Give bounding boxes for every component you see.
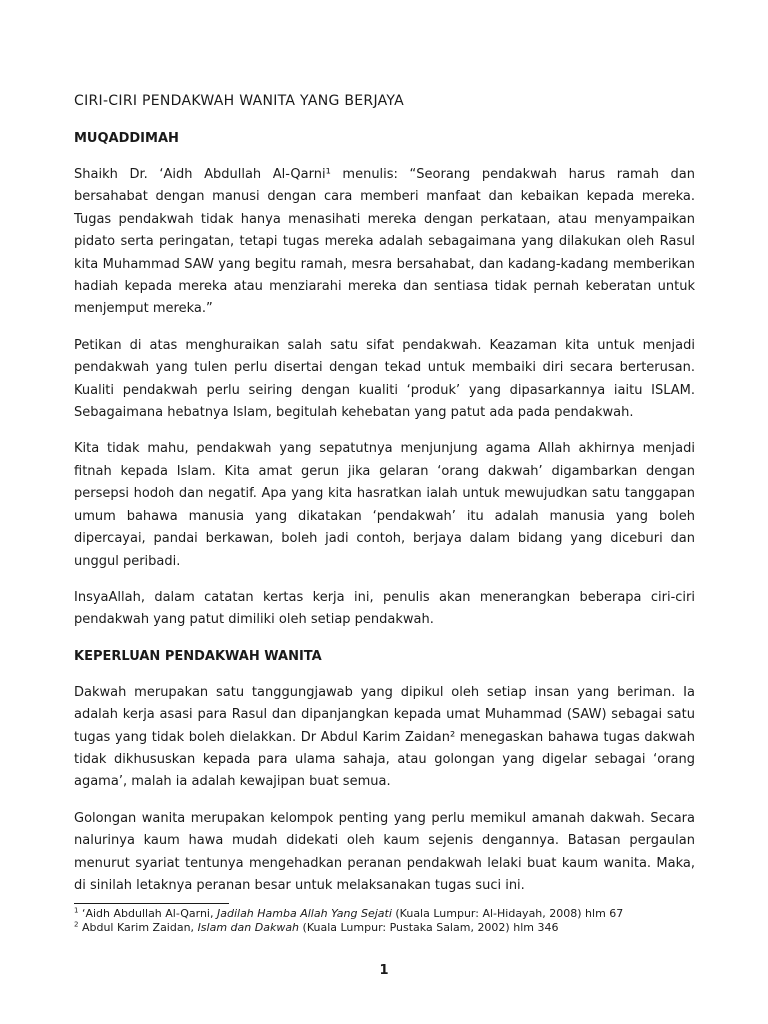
footnote-mark: 1 bbox=[74, 906, 79, 915]
footnote-text: ‘Aidh Abdullah Al-Qarni, bbox=[78, 907, 217, 920]
footnote-2 bbox=[74, 921, 704, 935]
footnote-book-title: Islam dan Dakwah bbox=[197, 921, 300, 934]
document-title: CIRI-CIRI PENDAKWAH WANITA YANG BERJAYA bbox=[74, 93, 405, 109]
section-heading-muqaddimah: MUQADDIMAH bbox=[74, 131, 179, 146]
paragraph: InsyaAllah, dalam catatan kertas kerja ini, penulis akan menerangkan beberapa ciri-ciri pendakwah yang patut dimiliki oleh setiap pendakwah. bbox=[74, 589, 695, 628]
footnote-publication: (Kuala Lumpur: Al-Hidayah, 2008) hlm 67 bbox=[391, 907, 624, 920]
paragraph: Shaikh Dr. ‘Aidh Abdullah Al-Qarni¹ menulis: “Seorang pendakwah harus ramah dan bersahabat dengan manusi dengan cara memberi manfaat dan kebaikan kepada mereka. Tugas pendakwah tidak hanya menasihati mereka dengan perkataan, atau menyampaikan pidato serta peringatan, tetapi tugas mereka adalah sebagaimana yang dilakukan oleh Rasul kita Muhammad SAW yang begitu ramah, mesra bersahabat, dan kadang-kadang memberikan hadiah kepada mereka atau menziarahi mereka dan sentiasa tidak pernah keberatan untuk menjemput mereka.” bbox=[74, 167, 695, 317]
footnote-text: Abdul Karim Zaidan, bbox=[78, 921, 198, 934]
page-number: 1 bbox=[379, 963, 389, 978]
paragraph: Golongan wanita merupakan kelompok penting yang perlu memikul amanah dakwah. Secara nalurinya kaum hawa mudah didekati oleh kaum sejenis dengannya. Batasan pergaulan menurut syariat tentunya mengehadkan peranan pendakwah lelaki buat kaum wanita. Maka, di sinilah letaknya peranan besar untuk melaksanakan tugas suci ini. bbox=[74, 810, 695, 893]
footnote-mark: 2 bbox=[74, 920, 79, 929]
document-body bbox=[74, 88, 695, 911]
footnote-separator bbox=[74, 903, 229, 904]
footnote-book-title: Jadilah Hamba Allah Yang Sejati bbox=[216, 907, 392, 920]
footnote-1 bbox=[74, 907, 704, 921]
footnotes bbox=[74, 907, 704, 935]
section-heading-keperluan: KEPERLUAN PENDAKWAH WANITA bbox=[74, 648, 322, 664]
footnote-publication: (Kuala Lumpur: Pustaka Salam, 2002) hlm 346 bbox=[299, 921, 559, 934]
paragraph: Kita tidak mahu, pendakwah yang sepatutnya menjunjung agama Allah akhirnya menjadi fitnah kepada Islam. Kita amat gerun jika gelaran ‘orang dakwah’ digambarkan dengan persepsi hodoh dan negatif. Apa yang kita hasratkan ialah untuk mewujudkan satu tanggapan umum bahawa manusia yang dikatakan ‘pendakwah’ itu adalah manusia yang boleh dipercayai, pandai berkawan, boleh jadi contoh, berjaya dalam bidang yang diceburi dan unggul peribadi. bbox=[74, 441, 695, 569]
paragraph: Dakwah merupakan satu tanggungjawab yang dipikul oleh setiap insan yang beriman. Ia adalah kerja asasi para Rasul dan dipanjangkan kepada umat Muhammad (SAW) sebagai satu tugas yang tidak boleh dielakkan. Dr Abdul Karim Zaidan² menegaskan bahawa tugas dakwah tidak dikhususkan kepada para ulama sahaja, atau golongan yang digelar sebagai ‘orang agama’, malah ia adalah kewajipan buat semua. bbox=[74, 684, 695, 790]
paragraph: Petikan di atas menghuraikan salah satu sifat pendakwah. Keazaman kita untuk menjadi pendakwah yang tulen perlu disertai dengan tekad untuk membaiki diri secara berterusan. Kualiti pendakwah perlu seiring dengan kualiti ‘produk’ yang dipasarkannya iaitu ISLAM. Sebagaimana hebatnya Islam, begitulah kehebatan yang patut ada pada pendakwah. bbox=[74, 337, 695, 421]
